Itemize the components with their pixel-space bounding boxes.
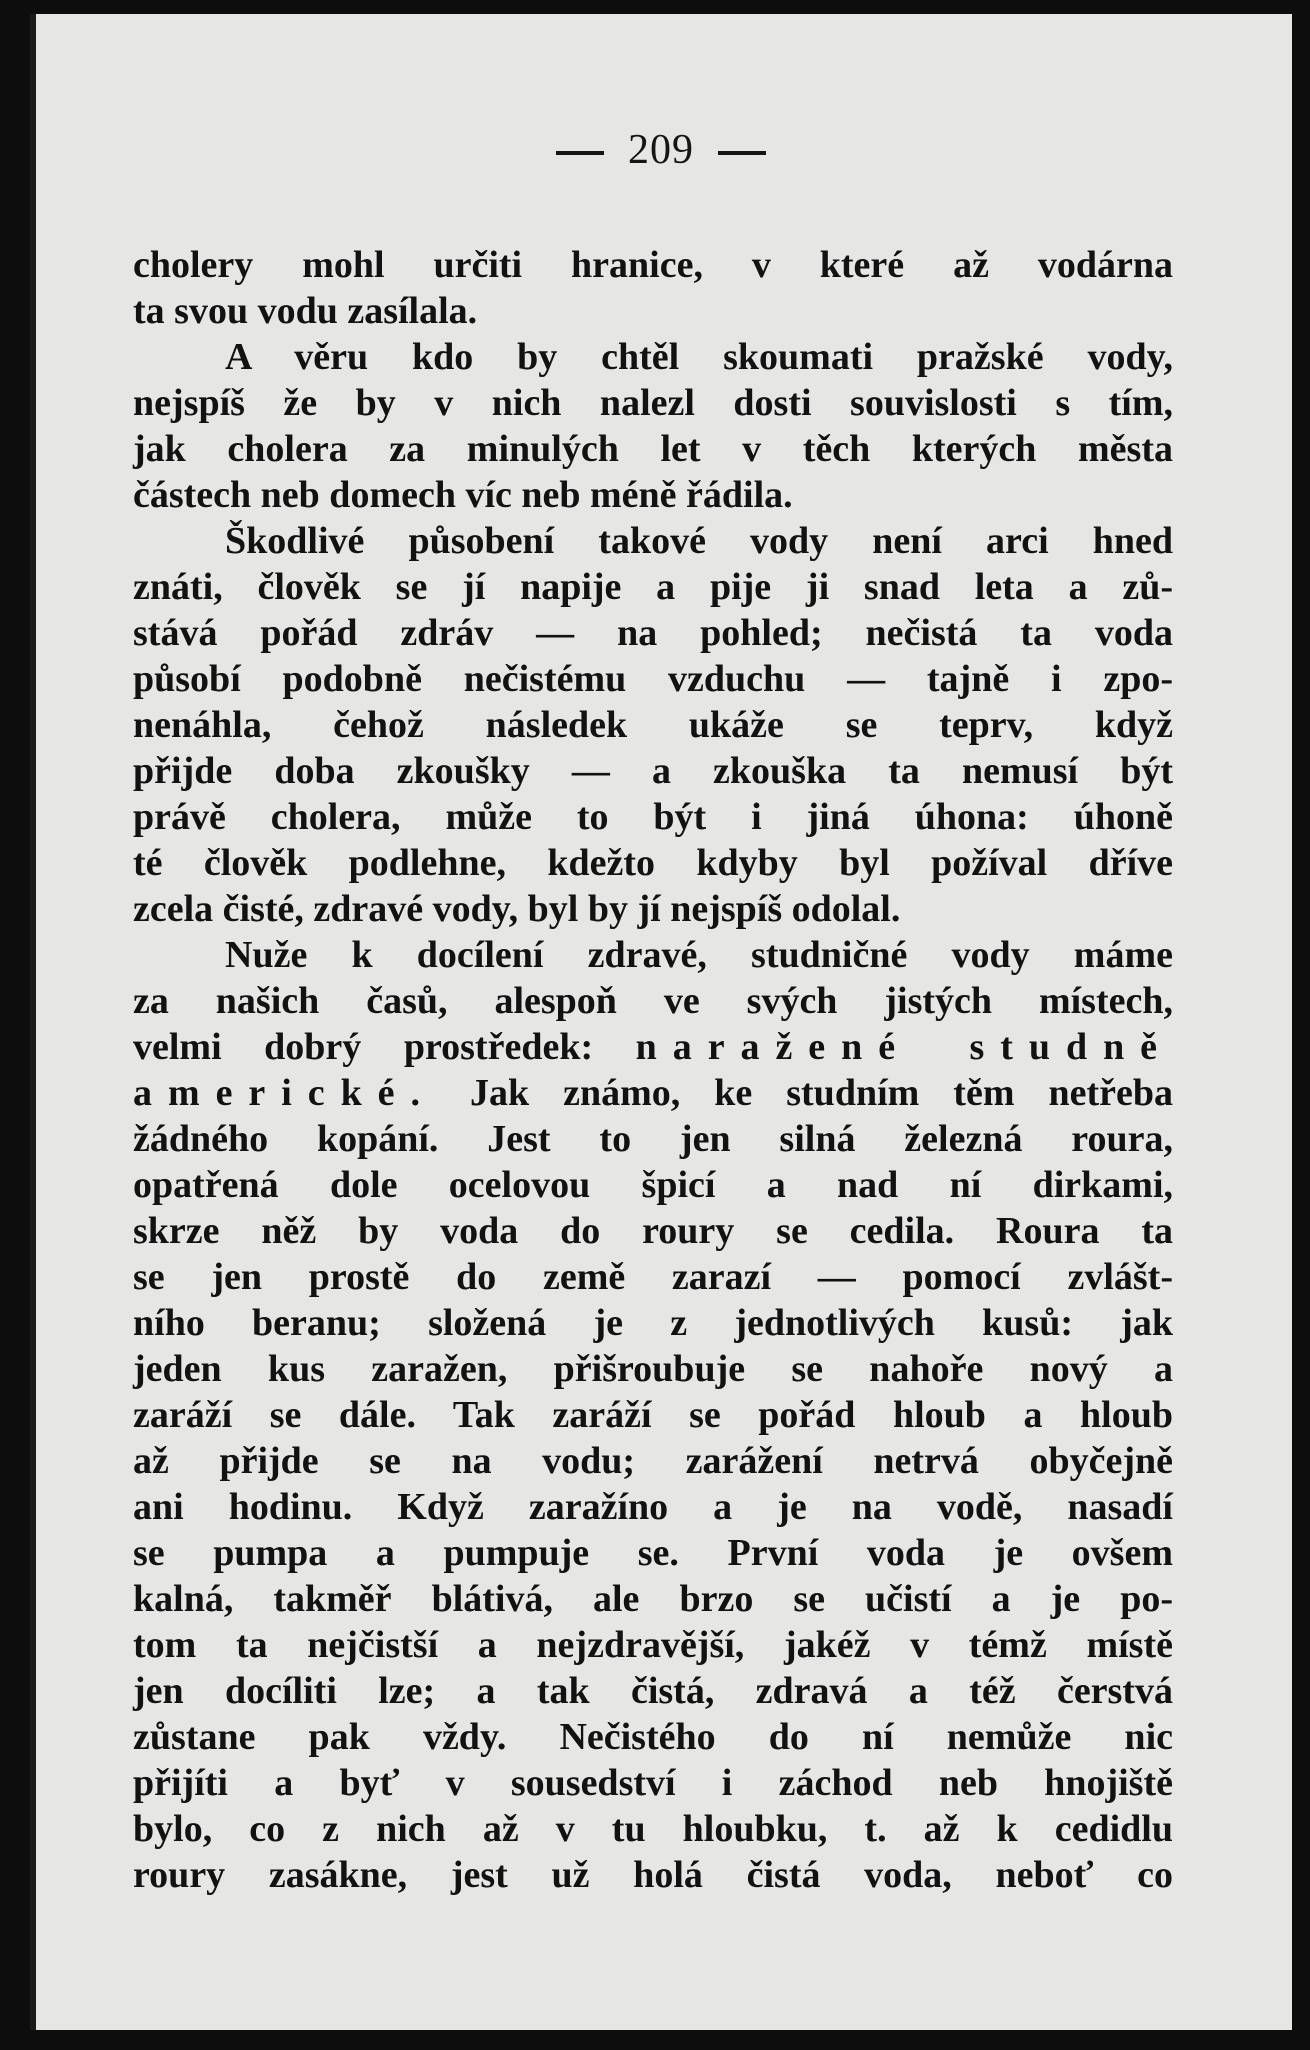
book-page — [30, 14, 1292, 2030]
line-text: bylo, co z nich až v tu hloubku, t. až k cedidlu — [133, 1808, 1173, 1850]
text-line — [133, 1760, 1173, 1806]
text-line — [133, 518, 1173, 564]
text-line — [133, 1714, 1173, 1760]
text-line — [133, 978, 1173, 1024]
text-line — [133, 1852, 1173, 1898]
text-line — [133, 656, 1173, 702]
text-line — [133, 380, 1173, 426]
line-text: se pumpa a pumpuje se. První voda je ovšem — [133, 1532, 1173, 1574]
text-line — [133, 1668, 1173, 1714]
line-text: přijde doba zkoušky — a zkouška ta nemusí být — [133, 750, 1173, 792]
line-text: jeden kus zaražen, přišroubuje se nahoře nový a — [133, 1348, 1173, 1390]
line-text: nejspíš že by v nich nalezl dosti souvislosti s tím, — [133, 382, 1173, 424]
line-text: Nuže k docílení zdravé, studničné vody máme — [225, 934, 1173, 976]
line-text: působí podobně nečistému vzduchu — tajně i zpo- — [133, 658, 1173, 700]
text-line — [133, 1254, 1173, 1300]
line-text: Jak známo, ke studním těm netřeba — [469, 1072, 1173, 1114]
text-line — [133, 1576, 1173, 1622]
line-text: zaráží se dále. Tak zaráží se pořád hloub a hloub — [133, 1394, 1173, 1436]
page-edge-rule — [30, 14, 36, 2030]
line-text: skrze něž by voda do roury se cedila. Roura ta — [133, 1210, 1173, 1252]
text-line — [133, 840, 1173, 886]
line-text: právě cholera, může to být i jiná úhona: úhoně — [133, 796, 1173, 838]
text-line — [133, 1346, 1173, 1392]
text-line — [133, 288, 1173, 334]
line-text: nenáhla, čehož následek ukáže se teprv, když — [133, 704, 1173, 746]
line-text: zůstane pak vždy. Nečistého do ní nemůže nic — [133, 1716, 1173, 1758]
text-line — [133, 794, 1173, 840]
text-line — [133, 1070, 1173, 1116]
text-line — [133, 886, 1173, 932]
line-text: jak cholera za minulých let v těch kterých města — [133, 428, 1173, 470]
line-text: za našich časů, alespoň ve svých jistých místech, — [133, 980, 1173, 1022]
text-line — [133, 1530, 1173, 1576]
line-text: ního beranu; složená je z jednotlivých kusů: jak — [133, 1302, 1173, 1344]
page-number — [30, 126, 1292, 174]
line-text: částech neb domech víc neb méně řádila. — [133, 474, 793, 516]
text-line — [133, 1116, 1173, 1162]
text-line — [133, 1806, 1173, 1852]
text-line — [133, 1208, 1173, 1254]
text-line — [133, 932, 1173, 978]
line-text: zcela čisté, zdravé vody, byl by jí nejspíš odolal. — [133, 888, 901, 930]
line-text: stává pořád zdráv — na pohled; nečistá ta voda — [133, 612, 1173, 654]
line-text: přijíti a byť v sousedství i záchod neb hnojiště — [133, 1762, 1173, 1804]
line-text: znáti, člověk se jí napije a pije ji snad leta a zů- — [133, 566, 1173, 608]
line-text: až přijde se na vodu; zarážení netrvá obyčejně — [133, 1440, 1173, 1482]
text-line — [133, 1162, 1173, 1208]
line-text: se jen prostě do země zarazí — pomocí zvlášt- — [133, 1256, 1173, 1298]
text-line — [133, 564, 1173, 610]
line-text: A věru kdo by chtěl skoumati pražské vody, — [225, 336, 1173, 378]
text-line — [133, 702, 1173, 748]
page-number-dash-left — [556, 151, 604, 155]
text-line — [133, 1622, 1173, 1668]
line-text: roury zasákne, jest už holá čistá voda, neboť co — [133, 1854, 1173, 1896]
line-text: opatřená dole ocelovou špicí a nad ní dirkami, — [133, 1164, 1173, 1206]
text-line — [133, 472, 1173, 518]
line-text: ani hodinu. Když zaražíno a je na vodě, nasadí — [133, 1486, 1173, 1528]
line-text: té člověk podlehne, kdežto kdyby byl požíval dříve — [133, 842, 1173, 884]
page-number-value: 209 — [628, 127, 694, 173]
text-line — [133, 334, 1173, 380]
line-text: kalná, takměř blátivá, ale brzo se učistí a je po- — [133, 1578, 1173, 1620]
text-line — [133, 1438, 1173, 1484]
text-line — [133, 610, 1173, 656]
text-line — [133, 1484, 1173, 1530]
line-text: žádného kopání. Jest to jen silná železná roura, — [133, 1118, 1173, 1160]
line-text: cholery mohl určiti hranice, v které až vodárna — [133, 244, 1173, 286]
line-text: velmi dobrý prostředek: — [133, 1026, 594, 1068]
line-text: jen docíliti lze; a tak čistá, zdravá a též čerstvá — [133, 1670, 1173, 1712]
text-line — [133, 748, 1173, 794]
text-line — [133, 426, 1173, 472]
text-line — [133, 1300, 1173, 1346]
text-line — [133, 1024, 1173, 1070]
body-text — [133, 242, 1173, 1898]
line-text: tom ta nejčistší a nejzdravější, jakéž v témž místě — [133, 1624, 1173, 1666]
text-line — [133, 242, 1173, 288]
page-number-dash-right — [718, 151, 766, 155]
line-text: Škodlivé působení takové vody není arci hned — [225, 520, 1173, 562]
line-text: ta svou vodu zasílala. — [133, 290, 478, 332]
text-line — [133, 1392, 1173, 1438]
emphasized-text: americké. — [133, 1072, 436, 1114]
emphasized-text: naražené studně — [635, 1026, 1174, 1068]
